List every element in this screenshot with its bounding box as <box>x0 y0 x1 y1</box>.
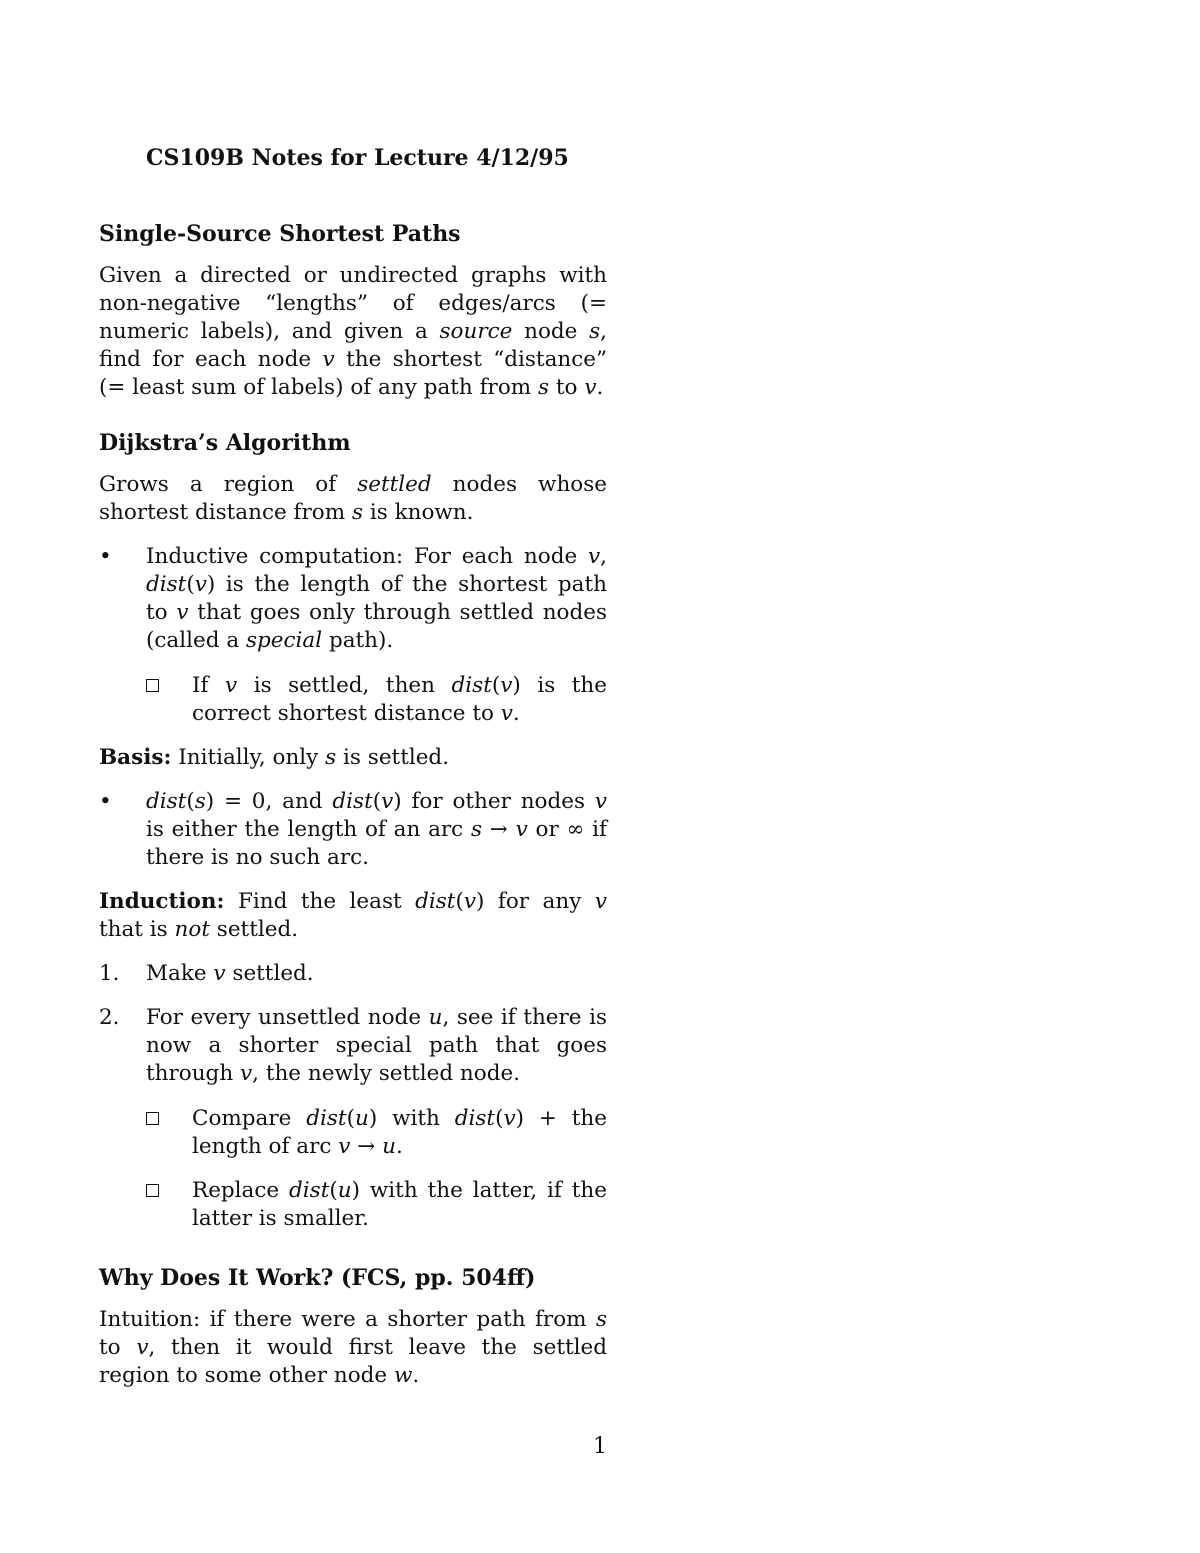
numbered-item-2: 2. For every unsettled node u, see if there is now a shorter special path that goes through v, the newly settled node. <box>99 1005 607 1086</box>
sublist-item-compare: Compare dist(u) with dist(v) + the length of arc v → u. <box>99 1105 607 1161</box>
bullet-icon: • <box>99 789 112 814</box>
section-heading-single-source: Single-Source Shortest Paths <box>99 221 461 247</box>
list-number: 1. <box>99 961 120 986</box>
list-item-basis-dist: • dist(s) = 0, and dist(v) for other nodes v is either the length of an arc s → v or ∞ if there is no such arc. <box>99 789 608 870</box>
sublist-item-settled: If v is settled, then dist(v) is the correct shortest distance to v. <box>99 672 607 728</box>
section-single-source <box>99 220 607 402</box>
paragraph-problem-statement: Given a directed or undirected graphs with non-negative “lengths” of edges/arcs (= numeric labels), and given a source node s, find for each node v the shortest “distance” (= least sum of labels) of any path from s to v. <box>99 263 607 400</box>
list-item-inductive: • Inductive computation: For each node v, dist(v) is the length of the shortest path to v that goes only through settled nodes (called a special path). <box>99 544 607 653</box>
page-title: CS109B Notes for Lecture 4/12/95 <box>146 145 569 171</box>
numbered-item-1: 1. Make v settled. <box>99 961 314 986</box>
paragraph-induction: Induction: Find the least dist(v) for any v that is not settled. <box>99 889 607 942</box>
list-number: 2. <box>99 1005 120 1030</box>
checkbox-square-icon <box>146 1112 159 1125</box>
section-why-it-works <box>99 1264 607 1390</box>
section-heading-why: Why Does It Work? (FCS, pp. 504ff) <box>99 1265 536 1291</box>
sublist-item-replace: Replace dist(u) with the latter, if the latter is smaller. <box>99 1177 607 1233</box>
section-heading-dijkstra: Dijkstra’s Algorithm <box>99 430 351 456</box>
checkbox-square-icon <box>146 1184 159 1197</box>
paragraph-dijkstra-intro: Grows a region of settled nodes whose shortest distance from s is known. <box>99 472 607 525</box>
section-dijkstra <box>99 429 607 1233</box>
bullet-icon: • <box>99 544 112 569</box>
paragraph-basis: Basis: Initially, only s is settled. <box>99 745 450 770</box>
paragraph-intuition: Intuition: if there were a shorter path from s to v, then it would first leave the settled region to some other node w. <box>99 1307 607 1388</box>
page-number: 1 <box>593 1434 607 1459</box>
checkbox-square-icon <box>146 679 159 692</box>
